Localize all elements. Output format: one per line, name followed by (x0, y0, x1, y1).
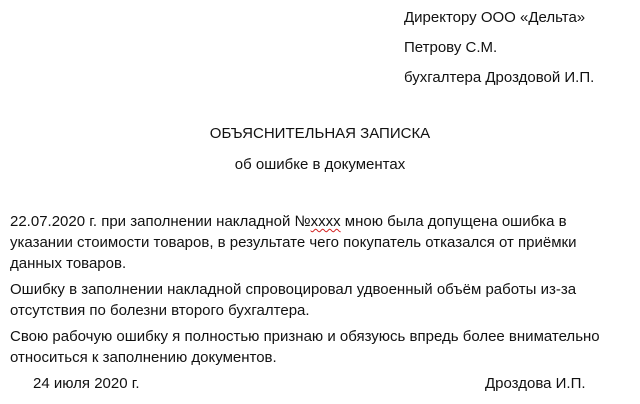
paragraph-3: Свою рабочую ошибку я полностью признаю и обязуюсь впредь более внимательно относиться к заполнению документов. (10, 328, 600, 366)
paragraph-1-end: мною была допущена ошибка в указании стоимости товаров, в результате чего покупатель отказался от приёмки данных товаров. (10, 213, 577, 272)
recipient-line: Директору ООО «Дельта» (404, 9, 586, 26)
invoice-number-placeholder: хххх (310, 213, 341, 230)
document-title: ОБЪЯСНИТЕЛЬНАЯ ЗАПИСКА (209, 125, 431, 142)
signature-name: Дроздова И.П. (485, 375, 586, 392)
sender-line: бухгалтера Дроздовой И.П. (404, 69, 595, 86)
paragraph-1 (10, 211, 630, 274)
document-subtitle: об ошибке в документах (234, 156, 406, 173)
paragraph-1-start: 22.07.2020 г. при заполнении накладной № (10, 213, 311, 230)
paragraph-2: Ошибку в заполнении накладной спровоцировал удвоенный объём работы из-за отсутствия по болезни второго бухгалтера. (10, 281, 577, 319)
document-date: 24 июля 2020 г. (33, 375, 140, 392)
director-name: Петрову С.М. (404, 39, 498, 56)
